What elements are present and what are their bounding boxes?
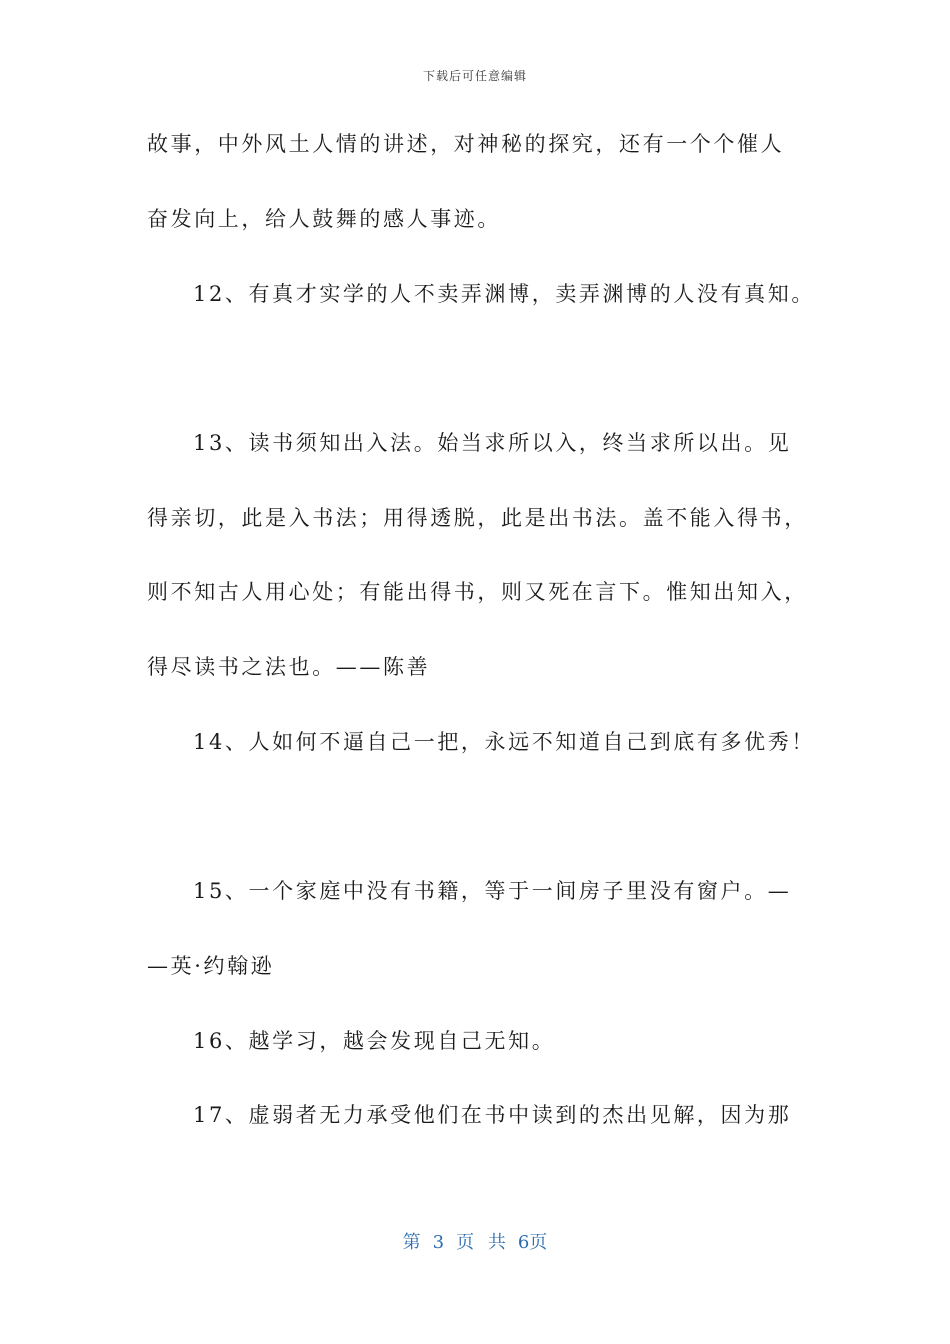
footer-total-pages: 6页	[517, 1232, 548, 1253]
text-line: 得亲切，此是入书法；用得透脱，此是出书法。盖不能入得书，	[147, 506, 808, 530]
text-line: 则不知古人用心处；有能出得书，则又死在言下。惟知出知入，	[147, 580, 808, 604]
footer-middle: 页 共	[456, 1232, 506, 1253]
text-line: —英·约翰逊	[147, 954, 275, 978]
footer-prefix: 第	[402, 1232, 421, 1253]
footer-current-page: 3	[432, 1232, 445, 1253]
text-line: 得尽读书之法也。——陈善	[147, 655, 431, 679]
text-line: 12、有真才实学的人不卖弄渊博，卖弄渊博的人没有真知。	[193, 282, 815, 306]
text-line: 15、一个家庭中没有书籍，等于一间房子里没有窗户。—	[193, 879, 792, 903]
text-line: 故事，中外风土人情的讲述，对神秘的探究，还有一个个催人	[147, 132, 785, 156]
text-line: 16、越学习，越会发现自己无知。	[193, 1029, 556, 1053]
page-header: 下载后可任意编辑	[422, 69, 527, 83]
text-line: 14、人如何不逼自己一把，永远不知道自己到底有多优秀！	[193, 730, 815, 754]
text-line: 奋发向上，给人鼓舞的感人事迹。	[147, 207, 501, 231]
text-line: 17、虚弱者无力承受他们在书中读到的杰出见解，因为那	[193, 1103, 792, 1127]
page-number-footer	[0, 1228, 950, 1254]
text-line: 13、读书须知出入法。始当求所以入，终当求所以出。见	[193, 431, 792, 455]
